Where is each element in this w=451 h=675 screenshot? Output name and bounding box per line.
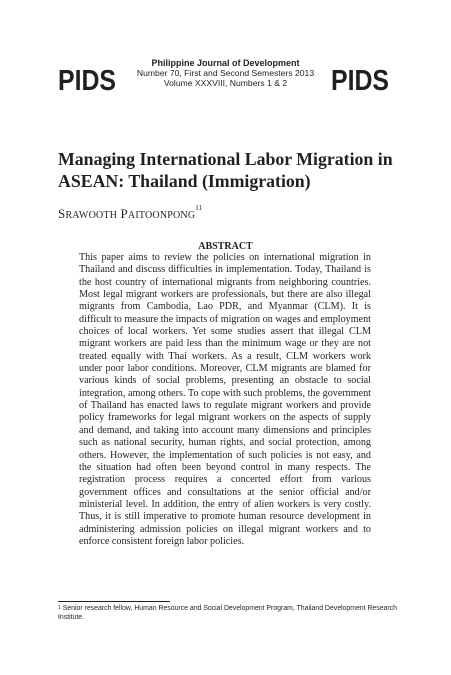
footnote-divider	[58, 601, 170, 602]
author-last-rest: AITOONPONG	[127, 210, 196, 221]
pids-logo-text: PIDS	[58, 65, 116, 97]
journal-info	[130, 58, 321, 89]
author-name	[58, 206, 202, 222]
journal-name: Philippine Journal of Development	[151, 58, 300, 68]
pids-logo-left	[58, 65, 118, 97]
volume-line: Volume XXXVIII, Numbers 1 & 2	[163, 78, 288, 89]
footnote-marker: 1	[58, 605, 61, 611]
pids-logo-right	[331, 65, 391, 97]
author-first-rest: RAWOOTH	[65, 210, 118, 221]
abstract-body: This paper aims to review the policies on international migration in Thailand and discuss difficulties in implementation. Today, Thailand is the host country of international migrants from neighboring countries. Most legal migrant workers are professionals, but there are also illegal migrants from Cambodia, Lao PDR, and Myanmar (CLM). It is difficult to measure the impacts of migration on wages and employment choices of local workers. Yet some studies assert that illegal CLM migrant workers are paid less than the minimum wage or they are not treated equally with Thai workers. As a result, CLM workers work under poor labor conditions. Moreover, CLM migrants are blamed for various kinds of social problems, presenting an obstacle to social integration, among others. To cope with such problems, the government of Thailand has enacted laws to regulate migrant workers and provide policy frameworks for legal migrant workers on the aspects of supply and demand, and taking into account many dimensions and principles such as national security, human rights, and social protection, among others. However, the implementation of such policies is not easy, and the situation had often been beyond control in many respects. The registration process requires a concerted effort from various government offices and consultations at the senior official and/or ministerial level. In addition, the entry of alien workers is very costly. Thus, it is still imperative to promote human resource development in administering admission policies on illegal migrant workers and to enforce consistent foreign labor policies.	[79, 252, 371, 547]
pids-logo-text: PIDS	[331, 65, 389, 97]
author-first-initial: S	[58, 206, 66, 221]
article-title: Managing International Labor Migration in ASEAN: Thailand (Immigration)	[58, 149, 393, 191]
issue-line: Number 70, First and Second Semesters 2013	[136, 68, 315, 79]
author-footnote-marker[interactable]: 11	[195, 204, 203, 212]
author-last-initial: P	[120, 206, 128, 221]
journal-header	[0, 58, 451, 98]
footnote	[58, 604, 398, 623]
abstract-heading: ABSTRACT	[198, 241, 253, 252]
footnote-text: Senior research fellow, Human Resource and Social Development Program, Thailand Development Research Institute.	[58, 605, 397, 622]
